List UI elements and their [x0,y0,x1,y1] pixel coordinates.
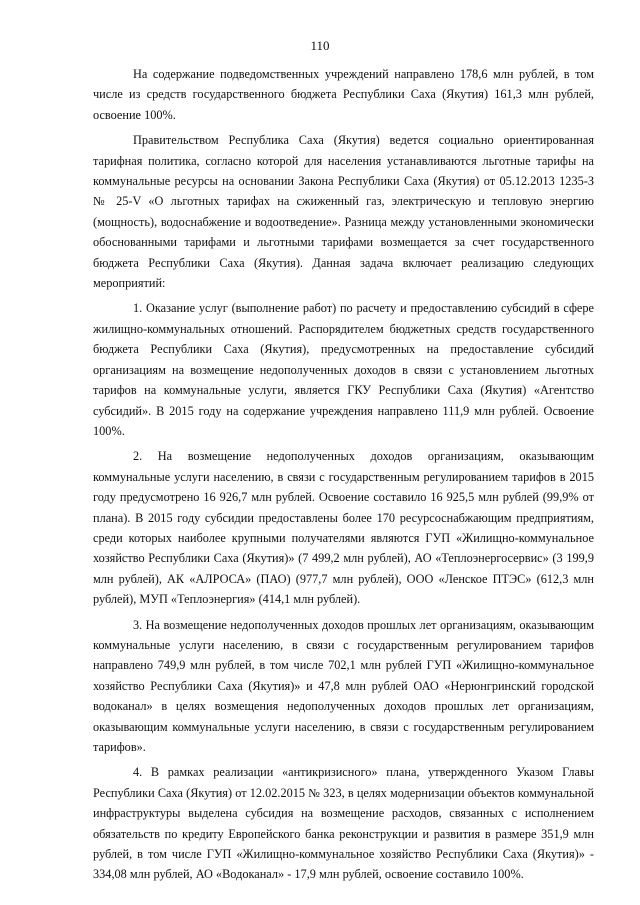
paragraph-subordinate-institutions: На содержание подведомственных учреждений направлено 178,6 млн рублей, в том числе из средств государственного бюджета Республики Саха (Якутия) 161,3 млн рублей, освоение 100%. [93,67,594,122]
document-body [93,64,594,890]
page-number: 110 [310,38,330,53]
paragraph-item-4-anticrisis-plan: 4. В рамках реализации «антикризисного» плана, утвержденного Указом Главы Республики Саха (Якутия) от 12.02.2015 № 323, в целях модернизации объектов коммунальной инфраструктуры выделена субсидия на возмещение расходов, связанных с исполнением обязательств по кредиту Европейского банка реконструкции и развития в размере 351,9 млн рублей, в том числе ГУП «Жилищно-коммунальное хозяйство Республики Саха (Якутия)» - 334,08 млн рублей, АО «Водоканал» - 17,9 млн рублей, освоение составило 100%. [93,765,594,882]
paragraph-tariff-policy: Правительством Республика Саха (Якутия) ведется социально ориентированная тарифная политика, согласно которой для населения устанавливаются льготные тарифы на коммунальные ресурсы на основании Закона Республики Саха (Якутия) от 05.12.2013 1235-З № 25-V «О льготных тарифах на сжиженный газ, электрическую и тепловую энергию (мощность), водоснабжение и водоотведение». Разница между установленными экономически обоснованными тарифами и льготными тарифами возмещается за счет государственного бюджета Республики Саха (Якутия). Данная задача включает реализацию следующих мероприятий: [93,133,594,291]
paragraph-item-3-past-years-compensation: 3. На возмещение недополученных доходов прошлых лет организациям, оказывающим коммунальные услуги населению, в связи с государственным регулированием тарифов направлено 749,9 млн рублей, в том числе 702,1 млн рублей ГУП «Жилищно-коммунальное хозяйство Республики Саха (Якутия)» и 47,8 млн рублей ОАО «Нерюнгринский городской водоканал» в целях возмещения недополученных доходов прошлых лет организациям, оказывающим коммунальные услуги населению, в связи с государственным регулированием тарифов». [93,617,594,754]
paragraph-item-1-subsidy-services: 1. Оказание услуг (выполнение работ) по расчету и предоставлению субсидий в сфере жилищно-коммунальных отношений. Распорядителем бюджетных средств государственного бюджета Республики Саха (Якутия), предусмотренных на предоставление субсидий организациям на возмещение недополученных доходов в связи с установлением льготных тарифов на коммунальные услуги, является ГКУ Республики Саха (Якутия) «Агентство субсидий». В 2015 году на содержание учреждения направлено 111,9 млн рублей. Освоение 100%. [93,301,594,438]
paragraph-item-2-income-compensation: 2. На возмещение недополученных доходов организациям, оказывающим коммунальные услуги населению, в связи с государственным регулированием тарифов в 2015 году предусмотрено 16 926,7 млн рублей. Освоение составило 16 925,5 млн рублей (99,9% от плана). В 2015 году субсидии предоставлены более 170 ресурсоснабжающим предприятиям, среди которых наиболее крупными получателями являются ГУП «Жилищно-коммунальное хозяйство Республики Саха (Якутия)» (7 499,2 млн рублей), АО «Теплоэнергосервис» (3 199,9 млн рублей), АК «АЛРОСА» (ПАО) (977,7 млн рублей), ООО «Ленское ПТЭС» (612,3 млн рублей), МУП «Теплоэнергия» (414,1 млн рублей). [93,449,594,607]
